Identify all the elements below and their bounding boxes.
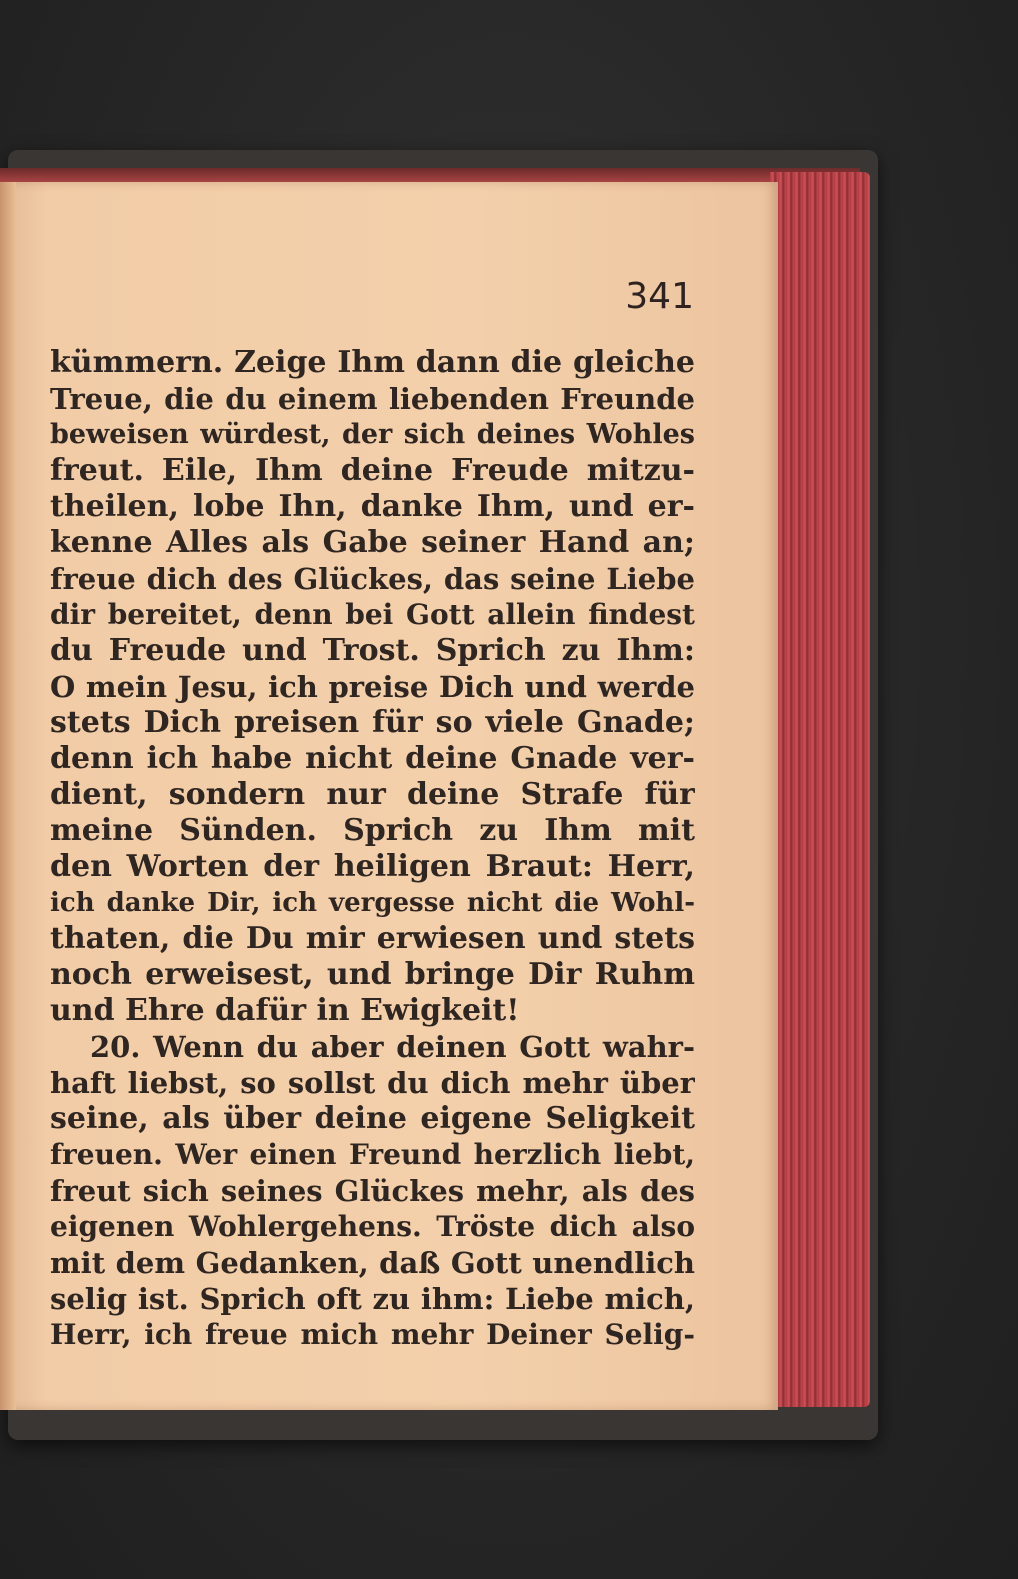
text-line: seine, als über deine eigene Seligkeit — [50, 1101, 695, 1136]
text-line: kenne Alles als Gabe seiner Hand an; — [50, 525, 695, 560]
text-line: und Ehre dafür in Ewigkeit! — [50, 993, 520, 1028]
text-line: O mein Jesu, ich preise Dich und werde — [50, 670, 695, 704]
text-line: Herr, ich freue mich mehr Deiner Selig- — [50, 1318, 695, 1351]
text-line: ich danke Dir, ich vergesse nicht die Wohl- — [50, 888, 695, 918]
text-line: den Worten der heiligen Braut: Herr, — [50, 849, 695, 884]
text-line: eigenen Wohlergehens. Tröste dich also — [50, 1210, 695, 1243]
text-line: freue dich des Glückes, das seine Liebe — [50, 562, 695, 596]
text-line: freut. Eile, Ihm deine Freude mitzu- — [50, 453, 695, 488]
text-line: dient, sondern nur deine Strafe für — [50, 777, 695, 812]
text-line: theilen, lobe Ihn, danke Ihm, und er- — [50, 489, 695, 524]
text-line: stets Dich preisen für so viele Gnade; — [50, 705, 695, 740]
text-line: Treue, die du einem liebenden Freunde — [50, 382, 695, 416]
text-line: beweisen würdest, der sich deines Wohles — [50, 419, 695, 450]
text-line: freut sich seines Glückes mehr, als des — [50, 1174, 695, 1208]
text-line: dir bereitet, denn bei Gott allein findest — [50, 598, 695, 631]
text-line: mit dem Gedanken, daß Gott unendlich — [50, 1246, 695, 1280]
text-line: denn ich habe nicht deine Gnade ver- — [50, 741, 695, 776]
text-line: thaten, die Du mir erwiesen und stets — [50, 921, 695, 956]
text-line: du Freude und Trost. Sprich zu Ihm: — [50, 633, 695, 668]
text-line: haft liebst, so sollst du dich mehr über — [50, 1066, 695, 1100]
text-line: noch erweisest, und bringe Dir Ruhm — [50, 957, 695, 992]
page-edges — [770, 172, 870, 1407]
page-gutter — [0, 182, 16, 1410]
text-line: selig ist. Sprich oft zu ihm: Liebe mich, — [50, 1282, 695, 1316]
page-body-text — [50, 345, 695, 1353]
text-line: freuen. Wer einen Freund herzlich liebt, — [50, 1138, 695, 1171]
text-line: kümmern. Zeige Ihm dann die gleiche — [50, 345, 695, 380]
text-line: 20. Wenn du aber deinen Gott wahr- — [90, 1030, 695, 1064]
page-number: 341 — [625, 276, 694, 317]
text-line: meine Sünden. Sprich zu Ihm mit — [50, 813, 695, 848]
